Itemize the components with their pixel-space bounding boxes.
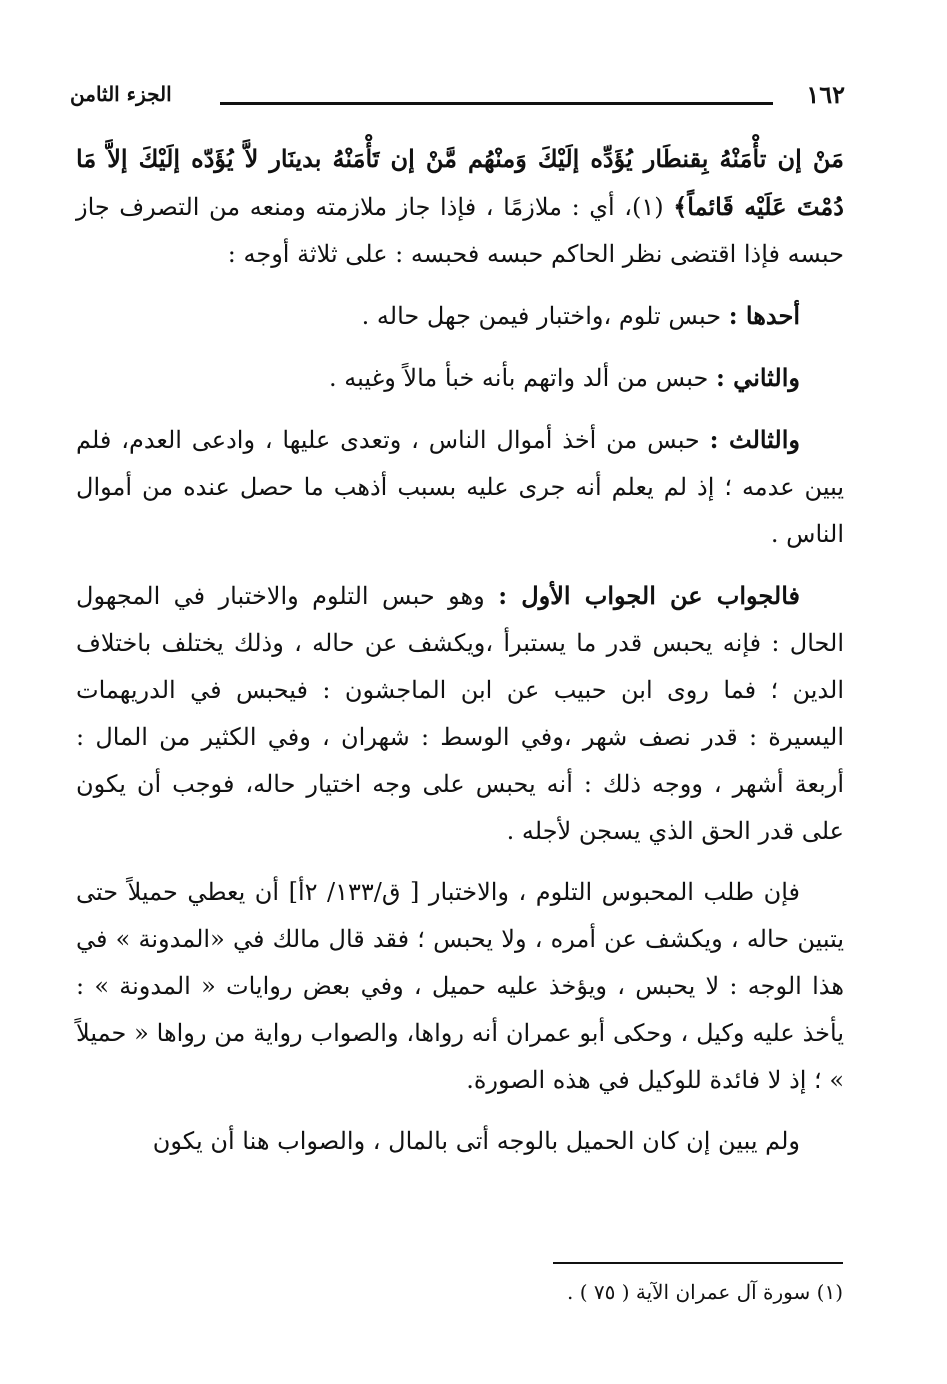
answer-lead: فالجواب عن الجواب الأول : (498, 581, 800, 610)
item-lead: والثالث : (709, 425, 800, 454)
running-header (70, 80, 845, 120)
item-text: حبس تلوم ،واختبار فيمن جهل حاله . (361, 302, 729, 330)
header-rule (220, 102, 773, 105)
paragraph-quran-citation (76, 135, 844, 278)
page-number: ١٦٢ (806, 80, 845, 109)
footnote: (١) سورة آل عمران الآية ( ٧٥ ) . (566, 1280, 843, 1304)
paragraph-item-2 (76, 354, 844, 402)
item-lead: والثاني : (715, 363, 800, 392)
paragraph-continuation: ولم يبين إن كان الحميل بالوجه أتى بالمال ، والصواب هنا أن يكون (152, 1127, 800, 1155)
paragraph-text: (١)، أي : ملازمًا ، فإذا جاز ملازمته ومنعه من التصرف جاز حبسه فإذا اقتضى نظر الحاكم حبسه فحبسه : على ثلاثة أوجه : (76, 193, 844, 268)
item-text: حبس من أخذ أموال الناس ، وتعدى عليها ، وادعى العدم، فلم يبين عدمه ؛ إذ لم يعلم أنه جرى عليه بسبب أذهب ما حصل عنده من أموال الناس . (76, 426, 844, 548)
paragraph-answer-first (76, 572, 844, 855)
item-lead: أحدها : (728, 301, 800, 330)
paragraph-item-1 (76, 292, 844, 340)
item-text: حبس من ألد واتهم بأنه خبأ مالاً وغيبه . (329, 364, 716, 392)
main-text (76, 135, 844, 1179)
footnote-separator (553, 1262, 843, 1264)
volume-title: الجزء الثامن (70, 82, 172, 106)
quran-quote: مَنْ إن تأْمَنْهُ بِقنطَار يُؤَدِّه إلَيْكَ وَمنْهُم مَّنْ إن تَأْمَنْهُ بدينَار لاَّ يُؤَدّه إلَيْكَ إلاَّ مَا دُمْتَ عَلَيْه قَائماً﴾ (76, 144, 844, 221)
answer-text: وهو حبس التلوم والاختبار في المجهول الحال : فإنه يحبس قدر ما يستبرأ ،ويكشف عن حاله ، وذلك يختلف باختلاف الدين ؛ فما روى ابن حبيب عن ابن الماجشون : فيحبس في الدريهمات اليسيرة : قدر نصف شهر ،وفي الوسط : شهران ، وفي الكثير من المال : أربعة أشهر ، ووجه ذلك : أنه يحبس على وجه اختيار حاله، فوجب أن يكون على قدر الحق الذي يسجن لأجله . (76, 582, 844, 845)
paragraph-item-3 (76, 416, 844, 558)
paragraph-guarantor: فإن طلب المحبوس التلوم ، والاختبار [ ق/١٣٣/ ٢أ] أن يعطي حميلاً حتى يتبين حاله ، ويكشف عن أمره ، ولا يحبس ؛ فقد قال مالك في «المدونة » في هذا الوجه : لا يحبس ، ويؤخذ عليه حميل ، وفي بعض روايات « المدونة » : يأخذ عليه وكيل ، وحكى أبو عمران أنه رواها، والصواب رواية من رواها « حميلاً » ؛ إذ لا فائدة للوكيل في هذه الصورة. (76, 878, 844, 1094)
